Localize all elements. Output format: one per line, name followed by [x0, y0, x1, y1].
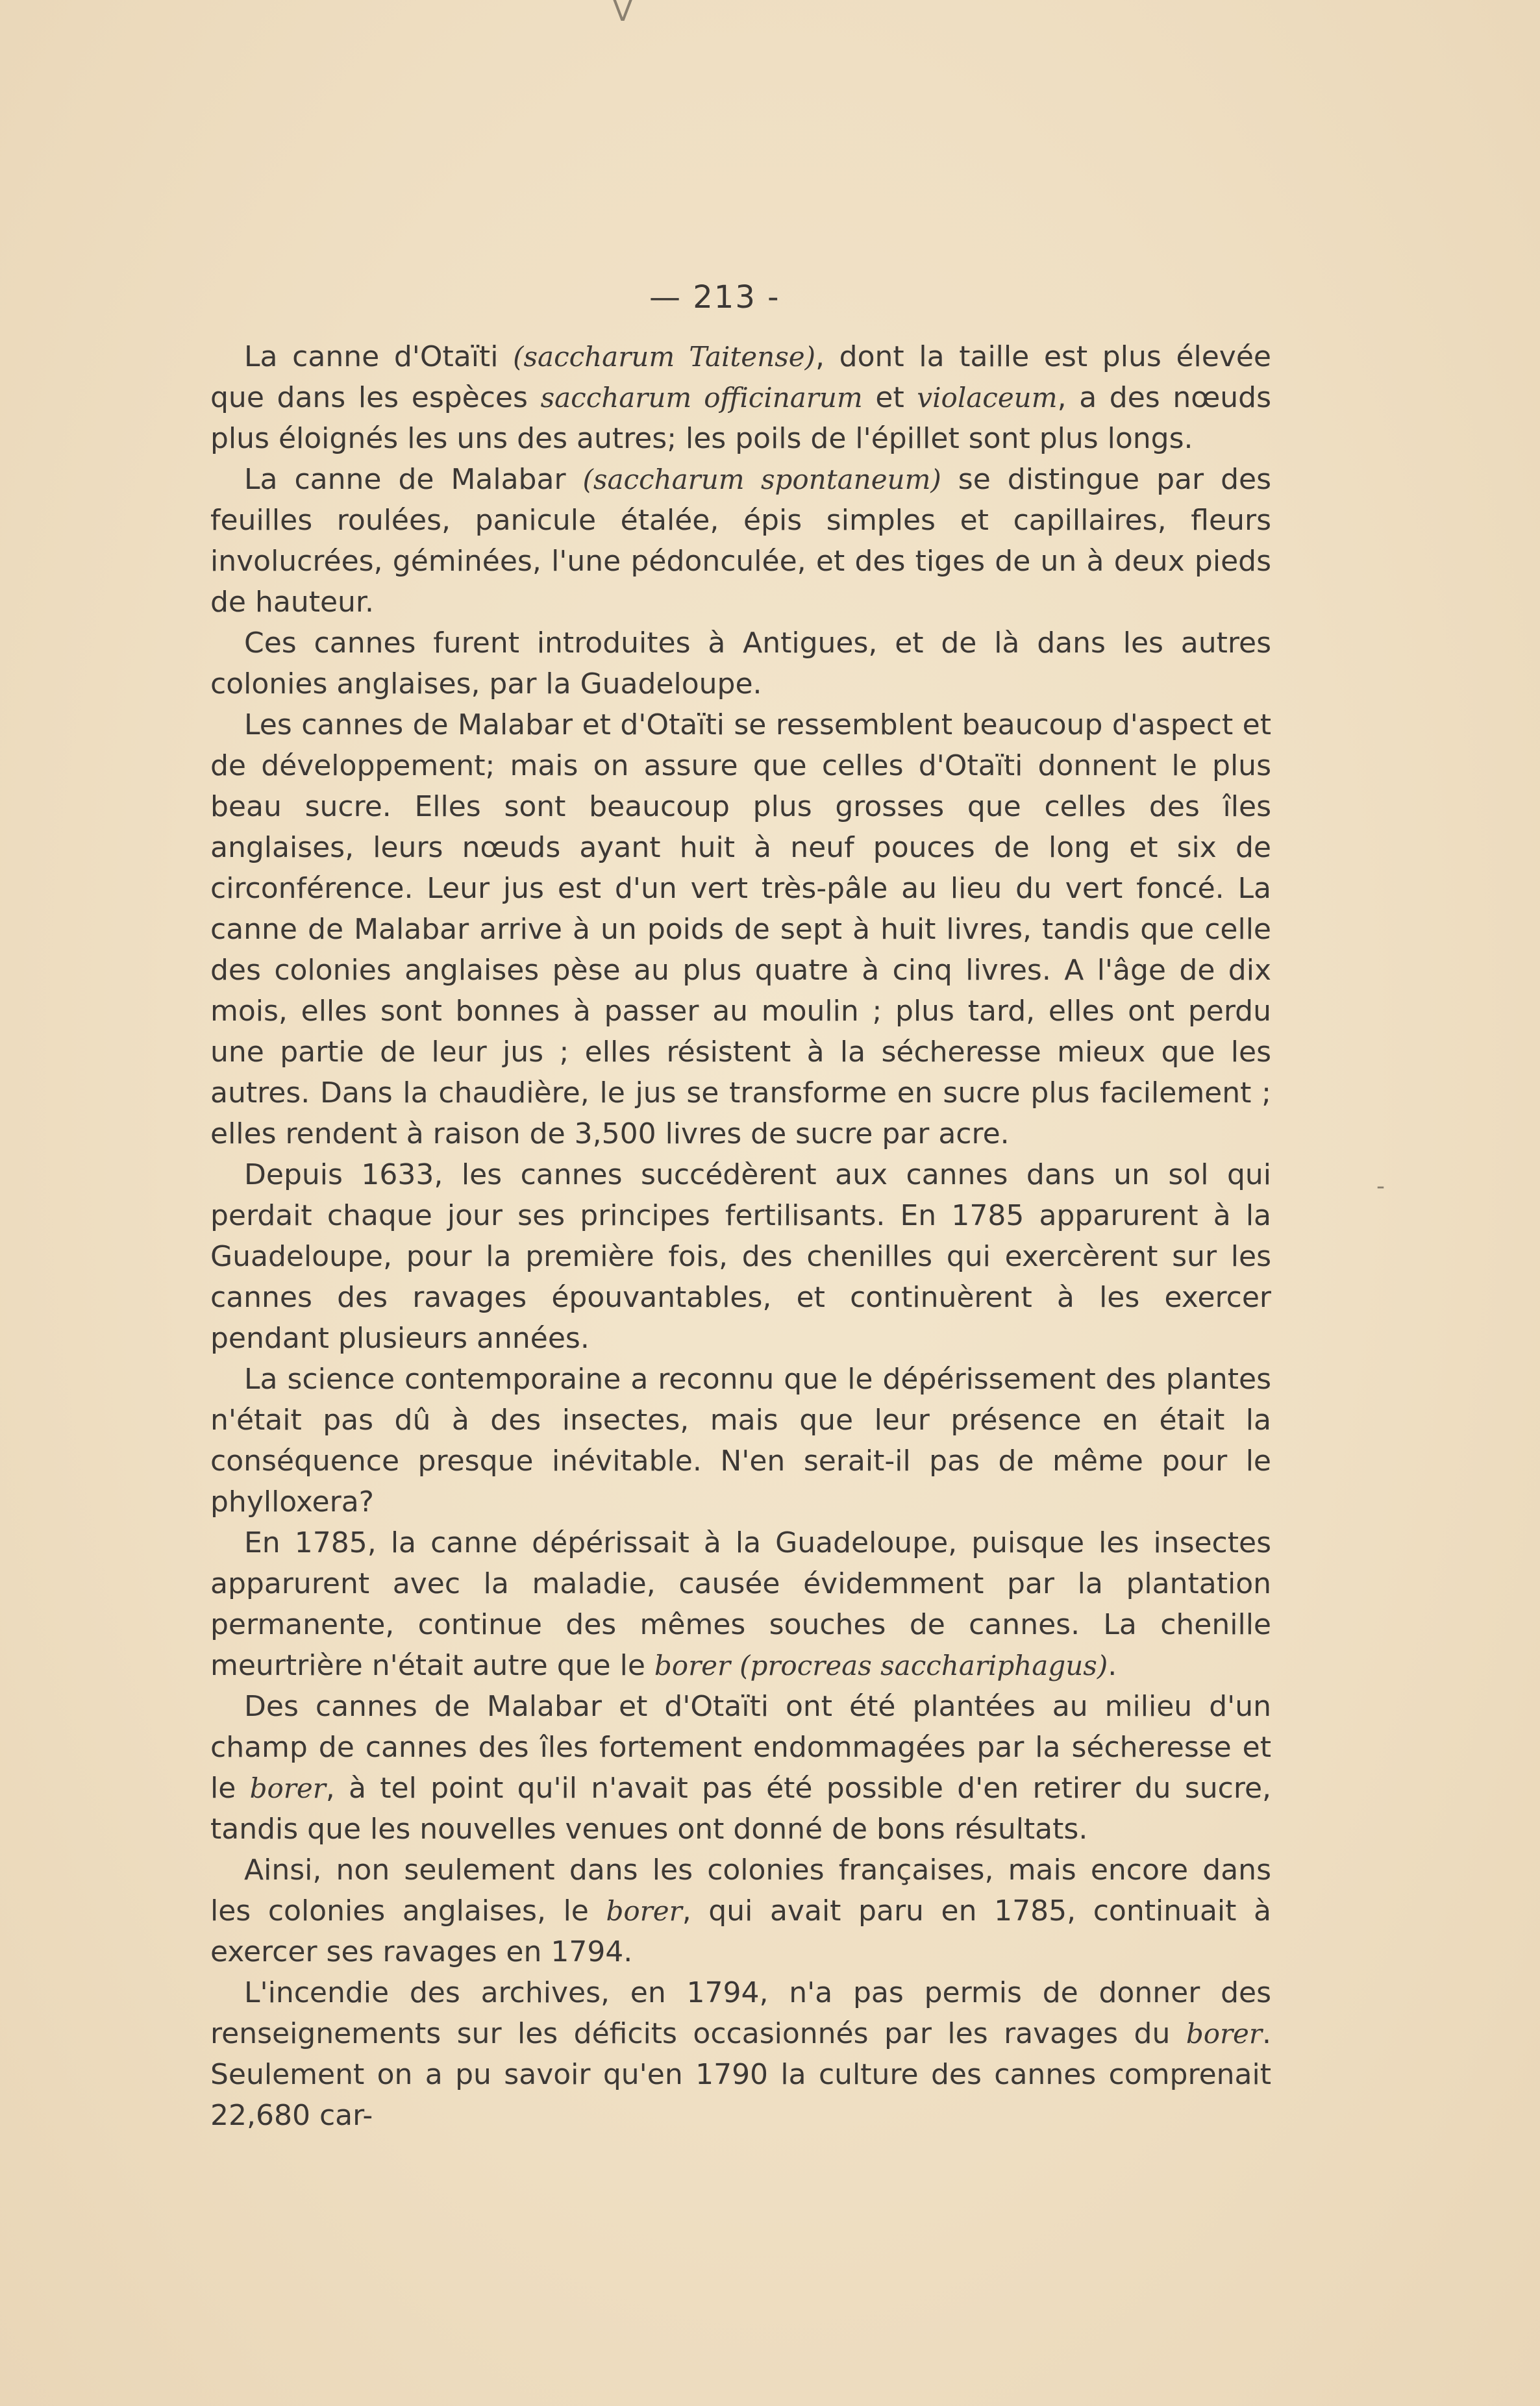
- text-run: se distingue par des feuilles roulées, panicule étalée, épis simples et capillaires, fleurs involucrées, géminées, l'une pédonculée, et des tiges de un à deux pieds de hauteur.: [210, 463, 1271, 619]
- page-number: — 213 -: [649, 279, 780, 316]
- paragraph: [210, 1359, 1271, 1522]
- paragraph: [210, 1522, 1271, 1686]
- text-run: La canne d'Otaïti: [244, 340, 514, 373]
- text-run: Ces cannes furent introduites à Antigues, et de là dans les autres colonies anglaises, par la Guadeloupe.: [210, 626, 1271, 701]
- italic-term: violaceum: [917, 382, 1058, 414]
- text-run: , a des nœuds plus éloignés les uns des autres; les poils de l'épillet sont plus longs.: [210, 381, 1272, 455]
- italic-term: borer: [249, 1772, 326, 1804]
- paragraph: [210, 623, 1271, 704]
- italic-term: borer: [654, 1650, 731, 1681]
- italic-term: (saccharum spontaneum): [582, 464, 941, 495]
- text-run: En 1785, la canne dépérissait à la Guadeloupe, puisque les insectes apparurent avec la maladie, causée évidemment par la plantation permanente, continue des mêmes souches de cannes. La chenille meurtrière n'était autre que le: [210, 1526, 1271, 1682]
- text-run: , qui avait paru en 1785, continuait à exercer ses ravages en 1794.: [210, 1894, 1272, 1968]
- italic-term: borer: [606, 1895, 682, 1927]
- paragraph: [210, 1686, 1271, 1850]
- text-run: Des cannes de Malabar et d'Otaïti ont été plantées au milieu d'un champ de cannes des îles fortement endommagées par la sécheresse et le: [210, 1690, 1271, 1805]
- paragraph: [210, 1154, 1271, 1359]
- paragraph: [210, 1972, 1271, 2136]
- italic-term: borer: [1186, 2018, 1262, 2050]
- text-run: , à tel point qu'il n'avait pas été possible d'en retirer du sucre, tandis que les nouvelles venues ont donné de bons résultats.: [210, 1772, 1272, 1846]
- text-run: . Seulement on a pu savoir qu'en 1790 la culture des cannes comprenait 22,680 car-: [210, 2017, 1271, 2132]
- text-run: [730, 1649, 739, 1682]
- text-run: Depuis 1633, les cannes succédèrent aux cannes dans un sol qui perdait chaque jour ses principes fertilisants. En 1785 apparurent à la Guadeloupe, pour la première fois, des chenilles qui exercèrent sur les cannes des ravages épouvantables, et continuèrent à les exercer pendant plusieurs années.: [210, 1158, 1271, 1355]
- paragraph: [210, 459, 1271, 623]
- paragraph: [210, 1850, 1271, 1972]
- text-run: L'incendie des archives, en 1794, n'a pas permis de donner des renseignements sur les déficits occasionnés par les ravages du: [210, 1976, 1271, 2050]
- text-run: , dont la taille est plus élevée que dans les espèces: [210, 340, 1271, 414]
- text-run: La science contemporaine a reconnu que le dépérissement des plantes n'était pas dû à des insectes, mais que leur présence en était la conséquence presque inévitable. N'en serait-il pas de même pour le phylloxera?: [210, 1363, 1271, 1519]
- text-run: .: [1108, 1649, 1117, 1682]
- paragraph: [210, 336, 1271, 459]
- text-run: et: [862, 381, 917, 414]
- italic-term: saccharum officinarum: [540, 382, 863, 414]
- paragraph: [210, 704, 1271, 1154]
- text-run: Les cannes de Malabar et d'Otaïti se ressemblent beaucoup d'aspect et de développement; mais on assure que celles d'Otaïti donnent le plus beau sucre. Elles sont beaucoup plus grosses que celles des îles anglaises, leurs nœuds ayant huit à neuf pouces de long et six de circonférence. Leur jus est d'un vert très-pâle au lieu du vert foncé. La canne de Malabar arrive à un poids de sept à huit livres, tandis que celle des colonies anglaises pèse au plus quatre à cinq livres. A l'âge de dix mois, elles sont bonnes à passer au moulin ; plus tard, elles ont perdu une partie de leur jus ; elles résistent à la sécheresse mieux que les autres. Dans la chaudière, le jus se transforme en sucre plus facilement ; elles rendent à raison de 3,500 livres de sucre par acre.: [210, 708, 1271, 1150]
- italic-term: (saccharum Taitense): [513, 341, 816, 373]
- top-edge-mark: V: [613, 0, 633, 28]
- italic-term: (procreas sacchariphagus): [739, 1650, 1108, 1681]
- body-text: [210, 336, 1271, 2136]
- margin-mark: -: [1376, 1173, 1385, 1200]
- text-run: La canne de Malabar: [244, 463, 583, 496]
- text-run: Ainsi, non seulement dans les colonies françaises, mais encore dans les colonies anglaises, le: [210, 1854, 1271, 1928]
